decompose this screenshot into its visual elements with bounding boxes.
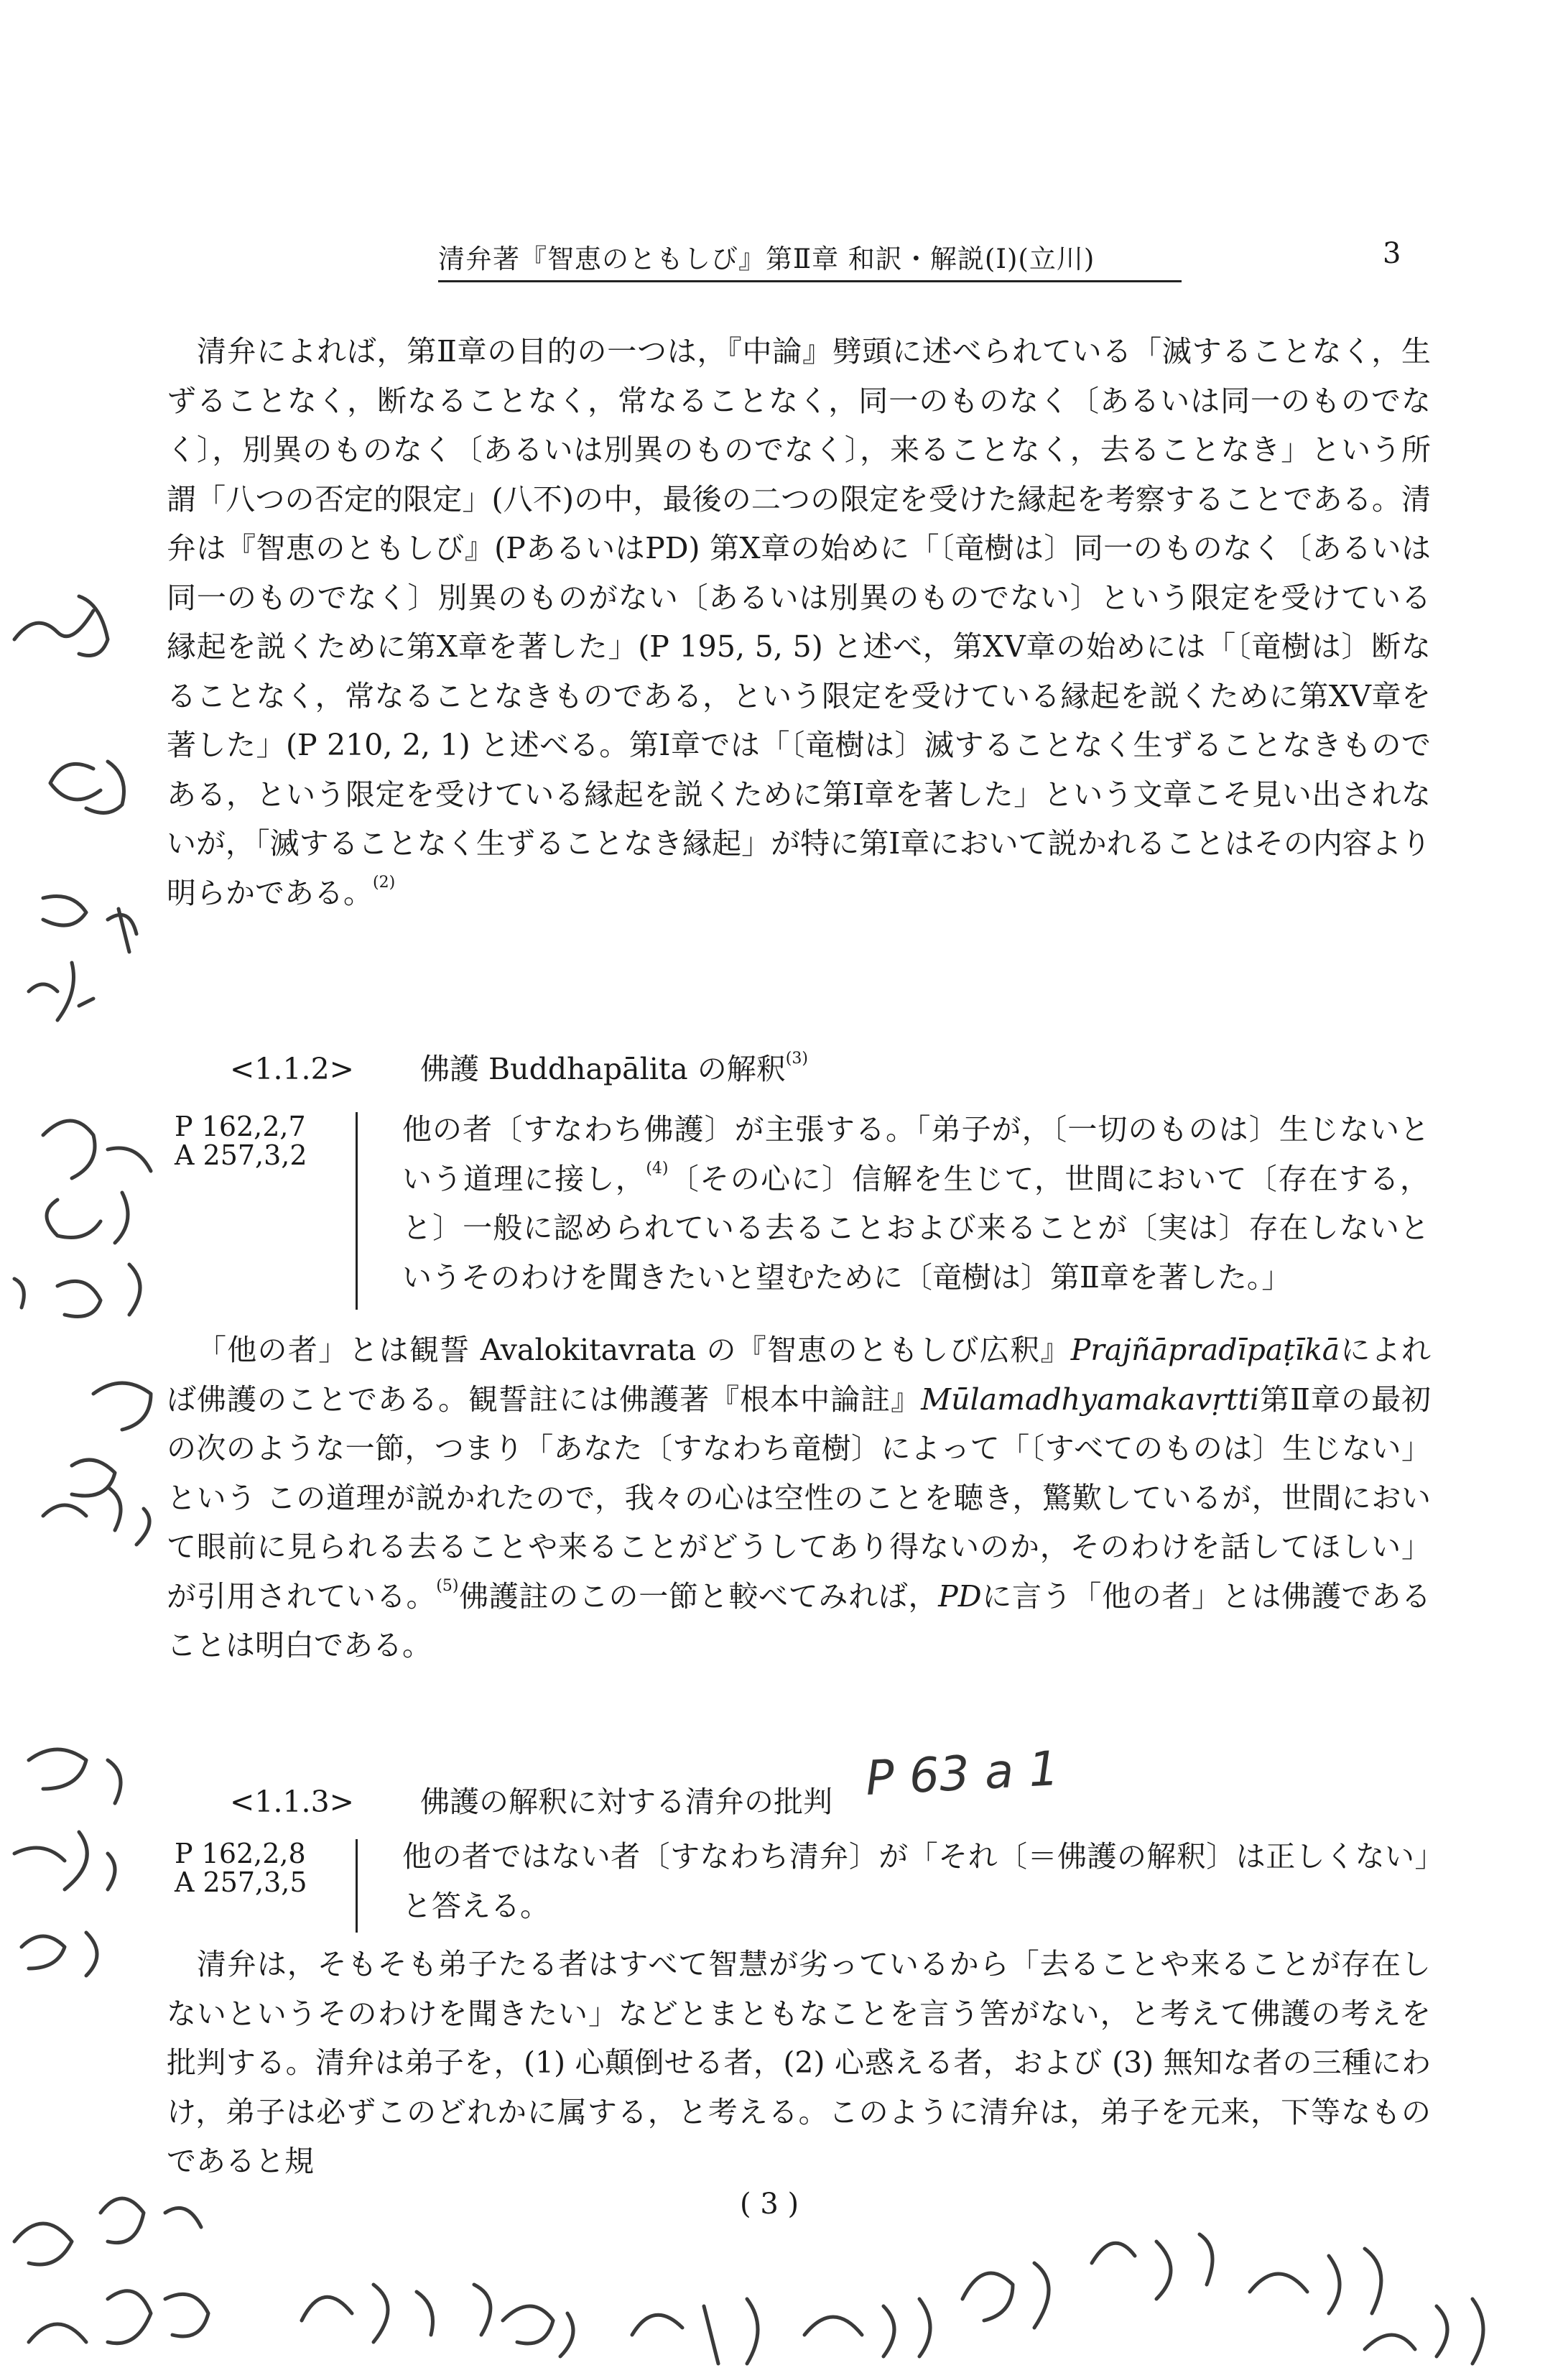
intro-text: 清弁によれば，第Ⅱ章の目的の一つは，『中論』劈頭に述べられている「滅することなく，生ずることなく，断なることなく，常なることなく，同一のものなく〔あるいは同一のものでなく〕，別異のものなく〔あるいは別異のものでなく〕，来ることなく，去ることなき」という所謂「八つの否定的限定」(八不)の中，最後の二つの限定を受けた縁起を考察することである。清弁は『智恵のともしび』(PあるいはPD) 第Ⅹ章の始めに「〔竜樹は〕同一のものなく〔あるいは同一のものでなく〕別異のものがない〔あるいは別異のものでない〕という限定を受けている縁起を説くために第Ⅹ章を著した」(P 195, 5, 5) と述べ，第ⅩⅤ章の始めには「〔竜樹は〕断なることなく，常なることなきものである，という限定を受けている縁起を説くために第ⅩⅤ章を著した」(P 210, 2, 1) と述べる。第Ⅰ章では「〔竜樹は〕滅することなく生ずることなきものである，という限定を受けている縁起を説くために第Ⅰ章を著した」という文章こそ見い出されないが，「滅することなく生ずることなき縁起」が特に第Ⅰ章において説かれることはその内容より明らかである。 (167, 334, 1431, 910)
footnote-marker: (2) (373, 873, 396, 892)
text-reference: P 162,2,7 A 257,3,2 (175, 1111, 307, 1171)
handwritten-margin-notes-upper (0, 560, 165, 1063)
footnote-marker: (4) (646, 1159, 669, 1178)
handwritten-annotation: P 63 a 1 (864, 1741, 1060, 1806)
work-title: Mūlamadhyamakavṛtti (921, 1382, 1260, 1417)
quote-text: 他の者ではない者〔すなわち清弁〕が「それ〔＝佛護の解釈〕は正しくない」と答える。 (402, 1839, 1429, 1923)
section-heading-1-1-2 (230, 1045, 808, 1088)
comment-text: 「他の者」とは観誓 Avalokitavrata の『智恵のともしび広釈』 (197, 1333, 1071, 1367)
comment-text: 清弁は，そもそも弟子たる者はすべて智慧が劣っているから「去ることや来ることが存在しないというそのわけを聞きたい」などとまともなことを言う筈がない，と考えて佛護の考えを批判する。清弁は弟子を，(1) 心顛倒せる者，(2) 心惑える者，および (3) 無知な者の三種にわけ，弟子は必ずこのどれかに属する，と考える。このように清弁は，弟子を元来，下等なものであると規 (167, 1947, 1431, 2178)
handwritten-bottom-notes (0, 2155, 1568, 2378)
running-header (438, 237, 1182, 282)
section-heading-1-1-3 (230, 1778, 832, 1820)
work-title: Prajñāpradīpaṭīkā (1070, 1333, 1340, 1367)
section-number: <1.1.3> (230, 1785, 355, 1819)
header-title: 清弁著『智恵のともしび』第Ⅱ章 和訳・解説(Ⅰ)(立川) (438, 244, 1095, 274)
quote-text-cont: 〔その心に〕信解を生じて，世間において〔存在する，と〕一般に認められている去ることおよび来ることが〔実は〕存在しないというそのわけを聞きたいと望むために〔竜樹は〕第Ⅱ章を著した。」 (402, 1161, 1429, 1295)
quotation-block (402, 1105, 1429, 1302)
comment-text: 第Ⅱ章の最初の次のような一節，つまり「あなた〔すなわち竜樹〕によって「〔すべてのものは〕生じない」という この道理が説かれたので，我々の心は空性のことを聴き，驚歎しているが，世間において眼前に見られる去ることや来ることがどうしてあり得ないのか，そのわけを話してほしい」が引用されている。 (167, 1382, 1431, 1614)
section-title: 佛護 Buddhapālita の解釈 (420, 1052, 786, 1086)
footnote-marker: (5) (436, 1576, 459, 1595)
abbrev: PD (938, 1578, 982, 1614)
comment-text: に言う「他の者」とは佛護であることは明白である。 (167, 1578, 1432, 1662)
page-number: 3 (1383, 237, 1401, 270)
quote-divider (356, 1112, 358, 1310)
section-title: 佛護の解釈に対する清弁の批判 (420, 1785, 832, 1819)
intro-paragraph (167, 327, 1431, 917)
comment-text: 佛護註のこの一節と較べてみれば， (458, 1578, 939, 1614)
section-number: <1.1.2> (230, 1052, 355, 1086)
text-reference: P 162,2,8 A 257,3,5 (175, 1838, 307, 1898)
commentary-paragraph (167, 1940, 1431, 2186)
handwritten-margin-notes-lower (0, 1717, 187, 2026)
comment-text: によれば佛護のことである。観誓註には佛護著『根本中論註』 (167, 1333, 1431, 1417)
quote-divider (356, 1839, 358, 1933)
quote-text: 他の者〔すなわち佛護〕が主張する。「弟子が，〔一切のものは〕生じないという道理に接し， (402, 1112, 1429, 1196)
footer-page-label: ( 3 ) (740, 2188, 799, 2221)
handwritten-margin-notes-middle (0, 1092, 215, 1595)
footnote-marker: (3) (785, 1050, 808, 1068)
commentary-paragraph (167, 1326, 1431, 1670)
quotation-block (402, 1832, 1429, 1930)
